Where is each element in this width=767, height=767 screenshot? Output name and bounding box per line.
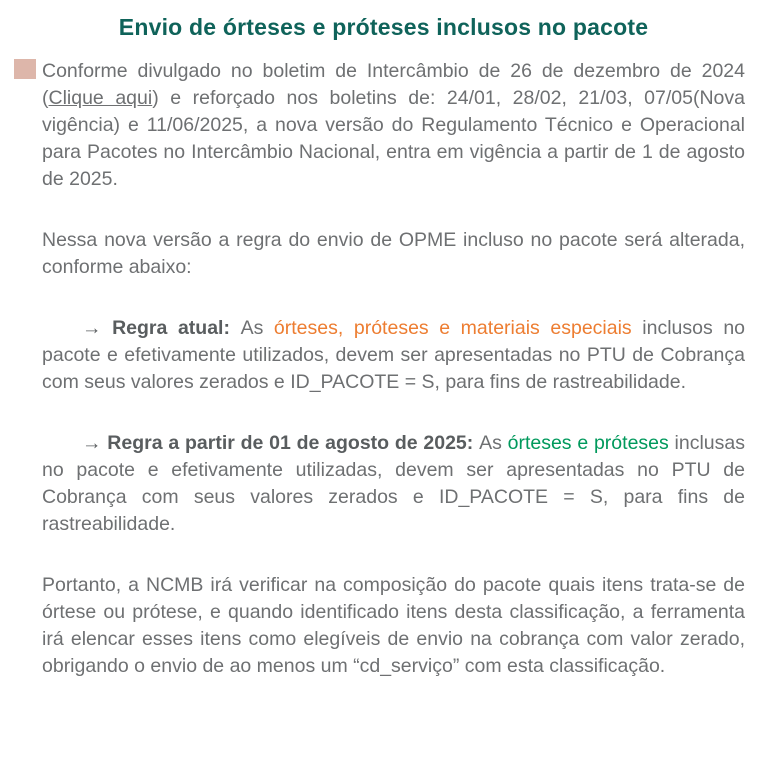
right-arrow-icon: →: [82, 432, 108, 454]
intro-paragraph: [42, 58, 745, 193]
rule-current-rest: inclusos no pacote e efetivamente utilizados, devem ser apresentadas no PTU de Cobrança com seus valores zerados e ID_PACOTE = S, para fins de rastreabilidade.: [42, 317, 746, 393]
rule-current-lead: As: [240, 317, 274, 339]
rule-new-highlight: órteses e próteses: [507, 432, 669, 454]
rule-new-lead: As: [479, 432, 508, 454]
intro-text-pre: Conforme divulgado no boletim de Intercâmbio de 26 de dezembro de 2024 (: [42, 60, 745, 109]
rule-current-label: Regra atual:: [112, 317, 241, 339]
rule-new-paragraph: [42, 430, 745, 538]
decorative-square: [14, 59, 36, 79]
rule-new-label: Regra a partir de 01 de agosto de 2025:: [107, 432, 480, 454]
right-arrow-icon: →: [82, 317, 113, 339]
document-page: [0, 12, 767, 767]
intro-text-post: ) e reforçado nos boletins de: 24/01, 28/02, 21/03, 07/05(Nova vigência) e 11/06/2025, a nova versão do Regulamento Técnico e Operacional para Pacotes no Intercâmbio Nacional, entra em vigência a partir de 1 de agosto de 2025.: [42, 87, 745, 190]
conclusion-paragraph: Portanto, a NCMB irá verificar na composição do pacote quais itens trata-se de órtese ou prótese, e quando identificado itens desta classificação, a ferramenta irá elencar esses itens como elegíveis de envio na cobrança com valor zerado, obrigando o envio de ao menos um “cd_serviço” com esta classificação.: [42, 574, 745, 677]
rule-current-paragraph: [42, 315, 745, 396]
rule-new-rest: inclusas no pacote e efetivamente utilizadas, devem ser apresentadas no PTU de Cobrança com seus valores zerados e ID_PACOTE = S, para fins de rastreabilidade.: [42, 432, 745, 535]
rule-current-highlight: órteses, próteses e materiais especiais: [273, 317, 632, 339]
page-title: Envio de órteses e próteses inclusos no pacote: [118, 14, 649, 40]
document-body: [0, 42, 767, 680]
clique-aqui-link[interactable]: Clique aqui: [48, 87, 153, 109]
overview-paragraph: Nessa nova versão a regra do envio de OPME incluso no pacote será alterada, conforme abaixo:: [42, 229, 745, 278]
